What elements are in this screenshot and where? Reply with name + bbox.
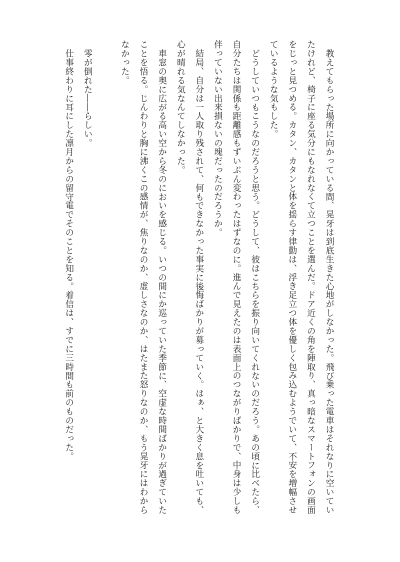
paragraph-1: 教えてもらった場所に向かっている間、晃牙は到底生きた心地がしなかった。飛び乗った電車はそれなりに空いていたけれど、椅子に座る気分にもなれなくて立つことを選んだ。ドア近くの角を陣取り、真っ暗なスマートフォンの画面をじっと見つめる。カタン、カタンと体を揺らす律動は、浮き足立つ体を優しく包み込むようでいて、不安を増幅させているような気もした。	[268, 40, 334, 515]
paragraph-5: 零が倒れた――らしい。	[82, 48, 93, 148]
paragraph-4: 車窓の奥に広がる高い空から冬のにおいを感じる。いつの間にか巡っていた季節に、空虚な時間ばかりが過ぎていたことを悟る。じんわりと胸に沸くこの感情が、焦りなのか、虚しさなのか、はたまた怒りなのか、もう晃牙にはわからなかった。	[119, 40, 167, 515]
paragraph-3: 結局、自分は一人取り残されて、何もできなかった事実に後悔ばかりが募っていく。はぁ、と大きく息を吐いても、心が晴れる気なんてしなかった。	[175, 40, 204, 514]
paragraph-6: 仕事終わりに耳にした凛月からの留守電でそのことを知る。着信は、すでに三時間も前のものだった。	[63, 48, 74, 461]
paragraph-2: どうしていつもこうなのだろうと思う。どうして、彼はこちらを振り向いてくれないのだろう。あの頃に比べたら、自分たちは関係も距離感もずいぶん変わったはずなのに。進んで見えたのは表面上のつながりばかりで、中身は少しも伴っていない出来損ないの塊だったのだろうか。	[212, 40, 260, 515]
vertical-text-body	[48, 40, 338, 520]
scene-break	[96, 40, 115, 520]
